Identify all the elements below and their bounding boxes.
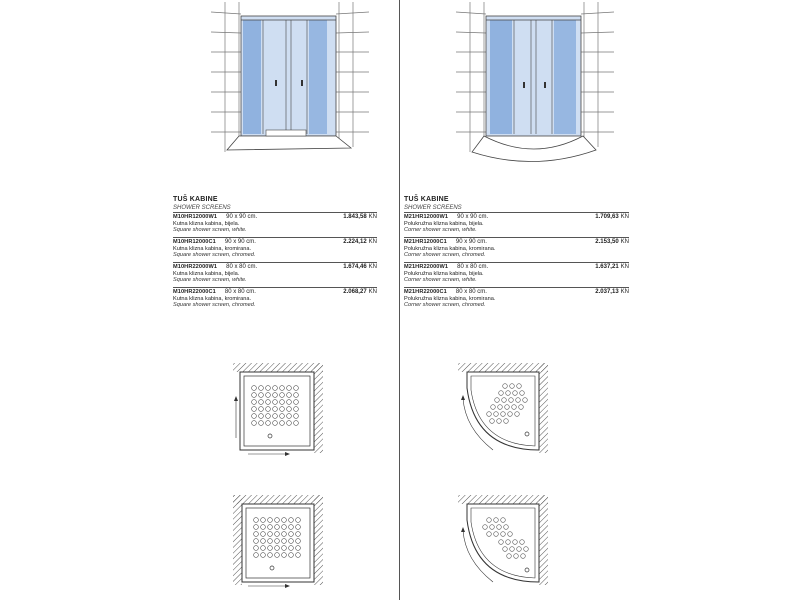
product-price: 1.637,21 (595, 264, 619, 270)
square-tray-plan-2 (228, 490, 328, 590)
product-size: 90 x 90 cm. (457, 214, 489, 220)
square-tray-plan-1 (228, 358, 328, 458)
section-subtitle: SHOWER SCREENS (404, 205, 462, 211)
column-divider (399, 0, 400, 600)
product-desc-hr: Kutna klizna kabina, kromirana. (173, 246, 252, 252)
table-row (404, 288, 629, 313)
product-code: M21HR12000W1 (404, 214, 449, 220)
price-currency: KN (620, 214, 629, 220)
product-code: M10HR12000C1 (173, 239, 216, 245)
product-price: 2.037,13 (595, 289, 619, 295)
price-currency: KN (368, 239, 377, 245)
product-desc-en: Corner shower screen, white. (404, 277, 477, 283)
product-desc-hr: Kutna klizna kabina, bijela. (173, 221, 240, 227)
section-title: TUŠ KABINE (404, 196, 449, 203)
table-row (404, 238, 629, 263)
product-code: M21HR22000C1 (404, 289, 447, 295)
product-code: M21HR12000C1 (404, 239, 447, 245)
product-desc-hr: Polukružna klizna kabina, bijela. (404, 271, 484, 277)
product-desc-en: Corner shower screen, chromed. (404, 302, 486, 308)
product-code: M21HR22000W1 (404, 264, 449, 270)
product-desc-en: Square shower screen, chromed. (173, 302, 256, 308)
product-code: M10HR12000W1 (173, 214, 218, 220)
section-subtitle: SHOWER SCREENS (173, 205, 231, 211)
corner-tray-plan-1 (453, 358, 553, 458)
product-desc-en: Square shower screen, chromed. (173, 252, 256, 258)
price-currency: KN (368, 264, 377, 270)
product-code: M10HR22000C1 (173, 289, 216, 295)
price-currency: KN (620, 289, 629, 295)
product-price: 2.224,12 (343, 239, 367, 245)
table-row (173, 288, 377, 313)
corner-shower-screen-illustration (456, 2, 614, 162)
product-size: 80 x 80 cm. (455, 289, 487, 295)
product-desc-en: Square shower screen, white. (173, 227, 247, 233)
product-price: 2.153,50 (595, 239, 619, 245)
product-size: 80 x 80 cm. (224, 289, 256, 295)
table-row (173, 263, 377, 288)
price-currency: KN (620, 264, 629, 270)
product-size: 80 x 80 cm. (457, 264, 489, 270)
price-currency: KN (368, 289, 377, 295)
product-size: 80 x 80 cm. (226, 264, 258, 270)
product-code: M10HR22000W1 (173, 264, 218, 270)
product-table (173, 212, 377, 312)
table-row (404, 263, 629, 288)
right-column (401, 0, 799, 600)
product-desc-en: Corner shower screen, chromed. (404, 252, 486, 258)
product-price: 2.068,27 (343, 289, 367, 295)
product-size: 90 x 90 cm. (226, 214, 258, 220)
product-desc-en: Corner shower screen, white. (404, 227, 477, 233)
table-row (173, 238, 377, 263)
product-price: 1.709,63 (595, 214, 619, 220)
product-size: 90 x 90 cm. (224, 239, 256, 245)
product-table (404, 212, 629, 312)
corner-tray-plan-2 (453, 490, 553, 590)
table-row (173, 213, 377, 238)
left-column (0, 0, 398, 600)
product-desc-hr: Polukružna klizna kabina, bijela. (404, 221, 484, 227)
section-title: TUŠ KABINE (173, 196, 218, 203)
product-desc-en: Square shower screen, white. (173, 277, 247, 283)
product-desc-hr: Kutna klizna kabina, kromirana. (173, 296, 252, 302)
square-shower-screen-illustration (211, 2, 369, 162)
price-currency: KN (620, 239, 629, 245)
product-size: 90 x 90 cm. (455, 239, 487, 245)
product-desc-hr: Polukružna klizna kabina, kromirana. (404, 246, 496, 252)
product-price: 1.674,46 (343, 264, 367, 270)
product-price: 1.843,58 (343, 214, 367, 220)
table-row (404, 213, 629, 238)
product-desc-hr: Kutna klizna kabina, bijela. (173, 271, 240, 277)
product-desc-hr: Polukružna klizna kabina, kromirana. (404, 296, 496, 302)
price-currency: KN (368, 214, 377, 220)
